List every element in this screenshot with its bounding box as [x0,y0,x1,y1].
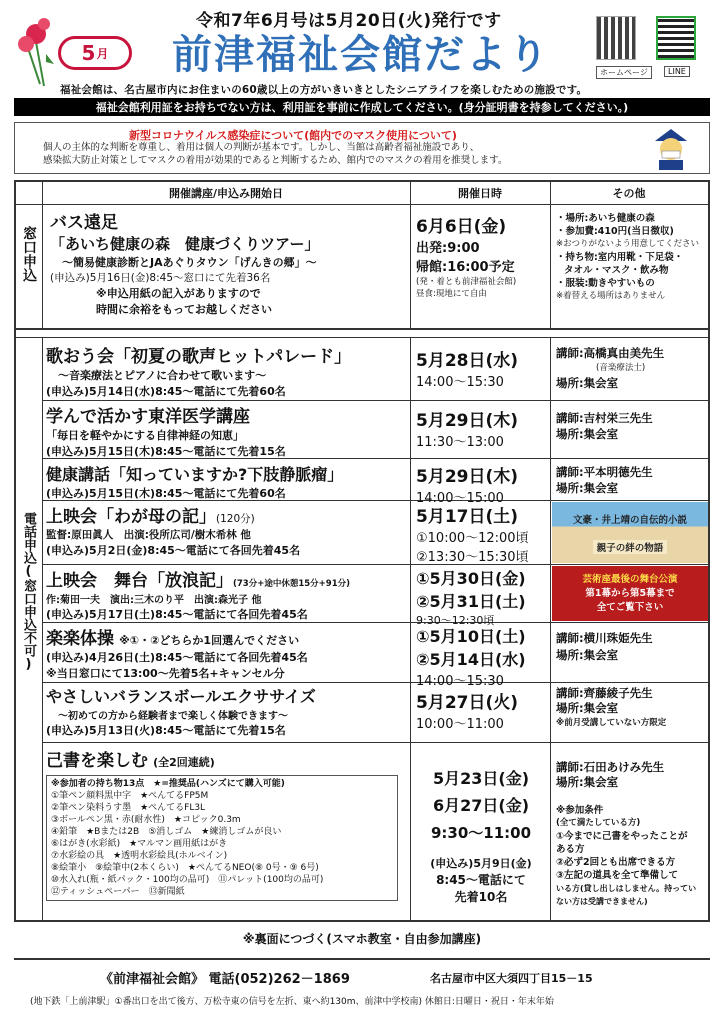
line-qr-code[interactable] [656,16,696,60]
event-title: 学んで活かす東洋医学講座 [46,407,250,427]
supply-item: ⑩水入れ(瓶・紙パック・100均の品可) ⑪パレット(100均の品可) [51,875,324,885]
event-title: バス遠足 [50,213,118,233]
event-date: 6月6日(金) [416,217,507,237]
intro-text: 福祉会館は、名古屋市内にお住まいの60歳以上の方がいきいきとしたシニアライフを楽しむための施設です。 [60,84,588,96]
divider [42,400,708,401]
event-date-cell [416,462,518,506]
event-apply: (申込み)5月9日(金) [430,857,532,870]
supply-item: ⑦水彩絵の具 ★透明水彩絵具(ホルベイン) [51,851,228,861]
poster-caption: 文豪・井上靖の自伝的小説 [572,514,687,526]
event-note: (発・着とも前津福祉会館) [416,277,517,287]
event-date-cell [416,406,518,450]
divider [14,958,710,960]
event-apply: (申込み)5月2日(金)8:45～電話にて各回先着45名 [46,544,301,557]
supply-item: ③ボールペン黒・赤(耐水性) ★コピック0.3m [51,815,241,825]
event-note: ※前月受講していない方限定 [556,718,667,728]
condition-line: ③左記の道具を全て準備して [556,870,679,881]
poster-caption: 親子の絆の物語 [593,540,668,554]
event-date: ②5月31日(土) [416,592,526,611]
condition-line: ②必ず2回とも出席できる方 [556,857,676,868]
event-row [46,684,316,738]
event-lecturer: 講師:石田あけみ先生 [556,760,665,774]
event-place: 場所:集会室 [556,427,619,441]
supply-item: ④鉛筆 ★Bまたは2B ⑤消しゴム ★練消しゴムが良い [51,827,282,837]
window-apply-label: 窓口申込 [21,226,37,282]
event-title: 己書を楽しむ [46,751,148,771]
event-title: 楽楽体操 [46,629,114,649]
event-time: 帰館:16:00予定 [416,260,515,275]
access-info: (地下鉄「上前津駅」①番出口を出て後方、万松寺東の信号を左折、東へ約130m、前津中学校南) 休館日:日曜日・祝日・年末年始 [30,997,554,1007]
event-title: やさしいバランスボールエクササイズ [46,687,316,706]
event-time: 9:30～12:30頃 [416,614,495,627]
supply-item: ※参加者の持ち物13点 ★=推奨品(ハンズにて購入可能) [51,779,285,789]
event-note: ※①・②どちらか1回選んでください [119,634,300,647]
event-place: 場所:集会室 [556,376,619,390]
event-place: 場所:集会室 [556,648,619,662]
event-table [14,180,710,922]
condition-line: ※参加条件 [556,805,604,816]
bus-trip-date [416,212,516,299]
event-date: 6月27日(金) [432,796,530,815]
event-lecturer: 講師:平本明德先生 [556,465,653,479]
event-other-cell [556,630,653,664]
continued-notice: ※裏面につづく(スマホ教室・自由参加講座) [242,932,482,946]
event-warning: 時間に余裕をもってお越しください [96,303,272,316]
supply-item: ⑧絵筆小 ⑨絵筆中(2本くらい) ★ぺんてるNEO(⑧ 0号・⑨ 6号) [51,863,319,873]
event-place: 場所:集会室 [556,775,619,789]
event-apply: (申込み)5月14日(水)8:45～電話にて先着60名 [46,385,286,398]
month-number: 5 [81,41,96,65]
event-row [46,624,308,681]
event-title: 上映会 舞台「放浪記」 [46,571,233,591]
stage-poster-image [552,566,708,621]
event-note: (音楽療法士) [596,363,646,373]
event-other-cell [556,686,666,731]
divider [42,682,708,683]
covid-title: 新型コロナウイルス感染症について(館内でのマスク使用について) [129,129,457,142]
col-header-date: 開催日時 [410,182,550,204]
event-note: ※おつりがないよう用意してください [556,239,700,249]
covid-line: 個人の主体的な判断を尊重し、着用は個人の判断が基本です。しかし、当館は高齢者福祉施設であり、 [43,142,480,153]
condition-line: いる方(貸し出しはしません。持ってい [556,884,697,893]
event-info: ・服装:動きやすいもの [556,278,655,289]
condition-line: ある方 [556,844,585,855]
event-info: ・参加費:410円(当日徴収) [556,226,674,237]
event-date: 5月28日(水) [416,351,519,371]
section-gap [16,330,708,338]
poster-caption: 第1幕から第5幕まで [585,587,675,599]
page-title: 前津福祉会館だより [172,32,550,78]
event-lecturer: 講師:吉村栄三先生 [556,411,653,425]
event-date-cell [416,346,518,390]
event-note: 昼食:現地にて自由 [416,289,487,299]
event-place: 場所:集会室 [556,701,619,715]
divider [42,564,708,565]
event-time: 14:00～15:30 [416,674,504,689]
event-desc: ～音楽療法とピアノに合わせて歌います～ [58,369,267,382]
event-duration: (120分) [216,513,255,525]
event-title: 健康講話「知っていますか?下肢静脈瘤」 [46,465,344,484]
homepage-qr-code[interactable] [596,16,636,60]
event-apply: 8:45～電話にて [436,873,526,887]
movie-poster-image [552,502,708,563]
event-other-cell [556,346,664,391]
event-time: 11:30～13:00 [416,435,504,450]
divider [550,182,551,920]
supply-item: ⑥はがき(水彩紙) ★マルマン画用紙はがき [51,839,228,849]
covid-line: 感染拡大防止対策としてマスクの着用が効果的であると判断するため、館内でのマスクの着用を推奨します。 [43,155,508,166]
col-header-course: 開催講座/申込み開始日 [42,182,410,204]
mascot-icon [651,127,691,171]
event-desc: ～簡易健康診断とJAあぐりタウン「げんきの郷」～ [62,256,317,269]
event-date: 5月17日(土) [416,507,519,527]
event-lecturer: 講師:高橋真由美先生 [556,346,665,360]
event-date: 5月23日(金) [432,769,530,788]
calligraphy-section [46,746,398,901]
event-apply: (申込み)5月16日(金)8:45～窓口にて先着36名 [50,272,271,284]
event-duration: (73分+途中休憩15分+91分) [233,579,351,589]
covid-body [43,141,507,167]
event-row [46,342,351,399]
supply-item: ①筆ペン顔料黒中字 ★ぺんてるFP5M [51,791,209,801]
event-place: 場所:集会室 [556,481,619,495]
event-date: 5月27日(火) [416,693,519,713]
event-info: ・場所:あいち健康の森 [556,213,655,224]
event-title: 上映会「わが母の記」 [46,507,216,527]
event-date-cell [416,502,529,565]
event-apply: (申込み)5月13日(火)8:45～電話にて先着15名 [46,724,286,737]
event-time: 14:00～15:00 [416,491,504,506]
event-date: ①5月30日(金) [416,569,526,588]
event-info: ・持ち物:室内用靴・下足袋・ [556,252,684,263]
divider [16,204,708,205]
bus-trip-section [50,208,320,317]
event-row [46,462,343,501]
event-desc: 作:菊田一夫 演出:三木のり平 出演:森光子 他 [46,595,262,606]
event-title: 歌おう会「初夏の歌声ヒットパレード」 [46,347,352,367]
event-info: タオル・マスク・飲み物 [564,265,669,276]
divider [42,622,708,623]
event-subtitle: 「あいち健康の森 健康づくりツアー」 [50,235,320,253]
event-row [46,566,350,622]
col-header-other: その他 [550,182,708,204]
event-desc: 監督:原田眞人 出演:役所広司/樹木希林 他 [46,529,251,541]
event-apply: (申込み)5月15日(木)8:45～電話にて先着15名 [46,445,286,458]
event-date-cell [416,566,526,628]
event-warning: ※申込用紙の記入がありますので [96,287,261,300]
event-date: 5月29日(木) [416,411,519,431]
line-label: LINE [664,66,690,77]
supply-item: ②筆ペン染料うす墨 ★ぺんてるFL3L [51,803,206,813]
calligraphy-date [418,766,544,905]
condition-line: ①今までに己書をやったことが [556,831,688,842]
month-suffix: 月 [96,46,109,61]
carnation-illustration [14,14,58,88]
month-badge [58,36,132,70]
event-apply: (申込み)5月15日(木)8:45～電話にて先着60名 [46,487,286,500]
event-lecturer: 講師:齊藤綾子先生 [556,686,653,700]
membership-notice-text: 福祉会館利用証をお持ちでない方は、利用証を事前に作成してください。(身分証明書を持参してください。) [95,101,629,114]
event-date-cell [416,688,518,732]
supplies-list [46,775,398,901]
event-time: 14:00～15:30 [416,375,504,390]
event-date-cell [416,624,526,689]
condition-line: ない方は受講できません) [556,897,648,906]
homepage-label: ホームページ [596,66,652,79]
event-row [46,502,300,558]
event-time: 9:30～11:00 [430,824,532,842]
event-time: ②13:30～15:30頃 [416,550,529,565]
calligraphy-other [556,760,696,908]
event-other-cell [556,410,653,442]
event-note: (全2回連続) [153,756,215,769]
phone-apply-label: 電話申込(窓口申込不可) [21,512,36,672]
event-time: ①10:00～12:00頃 [416,531,529,546]
event-row [46,402,286,459]
event-time: 10:00～11:00 [416,717,504,732]
facility-contact: 《前津福祉会館》 電話(052)262－1869 [100,972,350,987]
event-lecturer: 講師:横川珠姫先生 [556,631,653,645]
event-time: 出発:9:00 [416,241,480,256]
poster-caption: 全てご覧下さい [596,601,664,613]
divider [42,742,708,743]
event-apply: (申込み)5月17日(土)8:45～電話にて各回先着45名 [46,608,308,621]
condition-line: (全て満たしている方) [556,818,641,828]
issue-notice: 令和7年6月号は5月20日(火)発行です [196,11,502,31]
event-desc: ※当日窓口にて13:00～先着5名+キャンセル分 [46,667,285,680]
membership-notice [14,98,710,116]
event-desc: 「毎日を軽やかにする自律神経の知恵」 [46,429,244,442]
supply-item: ⑫ティッシュペーパー ⑬新聞紙 [51,887,185,897]
poster-caption: 芸術座最後の舞台公演 [582,573,678,585]
facility-address: 名古屋市中区大須四丁目15－15 [430,972,593,985]
event-date: ①5月10日(土) [416,627,526,646]
event-other-cell [556,464,653,496]
event-apply: 先着10名 [454,890,508,904]
header [0,0,724,100]
event-desc: ～初めての方から経験者まで楽しく体験できます～ [58,711,288,722]
event-date: ②5月14日(水) [416,650,526,669]
event-note: ※着替える場所はありません [556,291,666,301]
covid-notice-box [14,122,710,174]
event-date: 5月29日(木) [416,467,519,487]
divider [42,182,43,920]
bus-trip-other [556,212,699,303]
divider [410,182,411,920]
event-apply: (申込み)4月26日(土)8:45～電話にて各回先着45名 [46,651,308,664]
